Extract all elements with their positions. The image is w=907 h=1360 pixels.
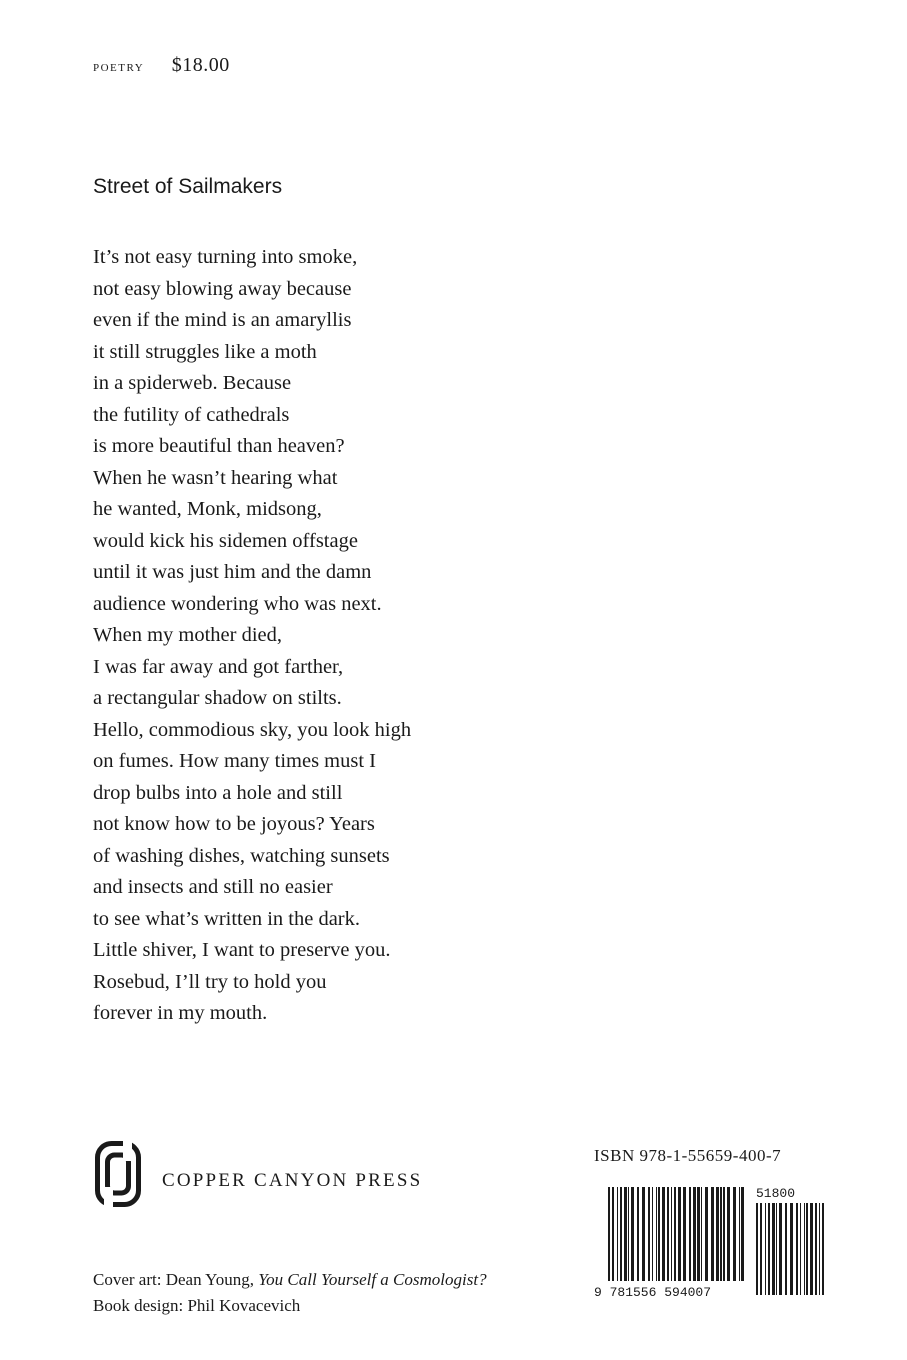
poem-line: Little shiver, I want to preserve you. bbox=[93, 939, 391, 961]
poem-line: on fumes. How many times must I bbox=[93, 750, 376, 772]
barcode-bar bbox=[689, 1187, 691, 1281]
barcode-bar bbox=[756, 1203, 758, 1295]
cover-art-title: You Call Yourself a Cosmologist? bbox=[258, 1270, 487, 1289]
barcode-bar bbox=[765, 1203, 766, 1295]
barcode-bar bbox=[723, 1187, 725, 1281]
poem-line: It’s not easy turning into smoke, bbox=[93, 246, 358, 268]
barcode-bar bbox=[720, 1187, 722, 1281]
poem-title: Street of Sailmakers bbox=[93, 175, 283, 198]
poem-line: not know how to be joyous? Years bbox=[93, 813, 375, 835]
book-design-credit: Book design: Phil Kovacevich bbox=[93, 1296, 301, 1315]
barcode-bar bbox=[705, 1187, 708, 1281]
barcode-addon-digits: 51800 bbox=[756, 1186, 796, 1201]
barcode-bar bbox=[716, 1187, 719, 1281]
barcode-bar bbox=[776, 1203, 777, 1295]
poem-line: and insects and still no easier bbox=[93, 876, 333, 898]
credits bbox=[93, 1267, 487, 1319]
barcode-bar bbox=[624, 1187, 627, 1281]
barcode-main-digits: 9 781556 594007 bbox=[594, 1285, 712, 1300]
barcode-main-bars bbox=[608, 1187, 744, 1281]
poem-line: would kick his sidemen offstage bbox=[93, 529, 358, 552]
poem-line: of washing dishes, watching sunsets bbox=[93, 844, 390, 867]
barcode-addon-bars bbox=[756, 1203, 824, 1295]
barcode-bar bbox=[822, 1203, 824, 1295]
barcode-bar bbox=[631, 1187, 634, 1281]
category-label: poetry bbox=[93, 59, 145, 75]
barcode-bar bbox=[819, 1203, 820, 1295]
isbn-label: ISBN 978-1-55659-400-7 bbox=[594, 1146, 782, 1165]
barcode-bar bbox=[608, 1187, 610, 1281]
barcode-bar bbox=[658, 1187, 660, 1281]
poem-line: audience wondering who was next. bbox=[93, 592, 382, 615]
barcode-bar bbox=[628, 1187, 629, 1281]
isbn-barcode bbox=[594, 1183, 830, 1303]
barcode-bar bbox=[697, 1187, 700, 1281]
poem-line: When he wasn’t hearing what bbox=[93, 466, 338, 489]
barcode-bar bbox=[678, 1187, 681, 1281]
poem-line: Hello, commodious sky, you look high bbox=[93, 718, 412, 741]
poem-line: in a spiderweb. Because bbox=[93, 372, 292, 394]
poem-line: Rosebud, I’ll try to hold you bbox=[93, 970, 327, 993]
publisher-name: COPPER CANYON PRESS bbox=[162, 1170, 423, 1191]
barcode-bar bbox=[768, 1203, 770, 1295]
cover-art-credit bbox=[93, 1267, 487, 1293]
barcode-bar bbox=[648, 1187, 650, 1281]
poem-line: until it was just him and the damn bbox=[93, 561, 372, 583]
poem-line: is more beautiful than heaven? bbox=[93, 435, 345, 457]
barcode-bar bbox=[671, 1187, 672, 1281]
poem-line: forever in my mouth. bbox=[93, 1002, 268, 1024]
barcode-bar bbox=[810, 1203, 813, 1295]
barcode-bar bbox=[701, 1187, 702, 1281]
barcode-bar bbox=[806, 1203, 808, 1295]
copper-canyon-logo-icon bbox=[95, 1141, 141, 1207]
poem-line: he wanted, Monk, midsong, bbox=[93, 498, 322, 520]
barcode-bar bbox=[637, 1187, 639, 1281]
poem-line: to see what’s written in the dark. bbox=[93, 907, 361, 930]
barcode-bar bbox=[683, 1187, 686, 1281]
barcode-bar bbox=[739, 1187, 740, 1281]
poem-body bbox=[93, 242, 411, 1030]
barcode-bar bbox=[667, 1187, 669, 1281]
poem-line: not easy blowing away because bbox=[93, 277, 352, 300]
barcode-bar bbox=[790, 1203, 793, 1295]
poem-line: even if the mind is an amaryllis bbox=[93, 309, 352, 331]
cover-art-prefix: Cover art: Dean Young, bbox=[93, 1270, 259, 1289]
barcode-bar bbox=[652, 1187, 653, 1281]
barcode-bar bbox=[804, 1203, 805, 1295]
poem-line: it still struggles like a moth bbox=[93, 340, 317, 363]
poem-line: I was far away and got farther, bbox=[93, 655, 344, 678]
barcode-bar bbox=[693, 1187, 696, 1281]
barcode-bar bbox=[674, 1187, 676, 1281]
barcode-bar bbox=[711, 1187, 714, 1281]
barcode-bar bbox=[656, 1187, 657, 1281]
barcode-bar bbox=[741, 1187, 744, 1281]
barcode-bar bbox=[815, 1203, 817, 1295]
barcode-bar bbox=[612, 1187, 614, 1281]
barcode-bar bbox=[779, 1203, 782, 1295]
barcode-bar bbox=[642, 1187, 645, 1281]
back-cover-header bbox=[93, 54, 230, 77]
poem-line: the futility of cathedrals bbox=[93, 403, 290, 426]
barcode-bar bbox=[800, 1203, 801, 1295]
barcode-bar bbox=[662, 1187, 665, 1281]
barcode-bar bbox=[772, 1203, 775, 1295]
poem-line: drop bulbs into a hole and still bbox=[93, 781, 343, 804]
poem-line: When my mother died, bbox=[93, 624, 283, 646]
price: $18.00 bbox=[171, 54, 230, 76]
barcode-bar bbox=[785, 1203, 787, 1295]
barcode-bar bbox=[620, 1187, 622, 1281]
barcode-bar bbox=[760, 1203, 762, 1295]
barcode-bar bbox=[617, 1187, 618, 1281]
poem-line: a rectangular shadow on stilts. bbox=[93, 687, 342, 709]
barcode-bar bbox=[733, 1187, 736, 1281]
barcode-bar bbox=[727, 1187, 730, 1281]
barcode-bar bbox=[796, 1203, 798, 1295]
